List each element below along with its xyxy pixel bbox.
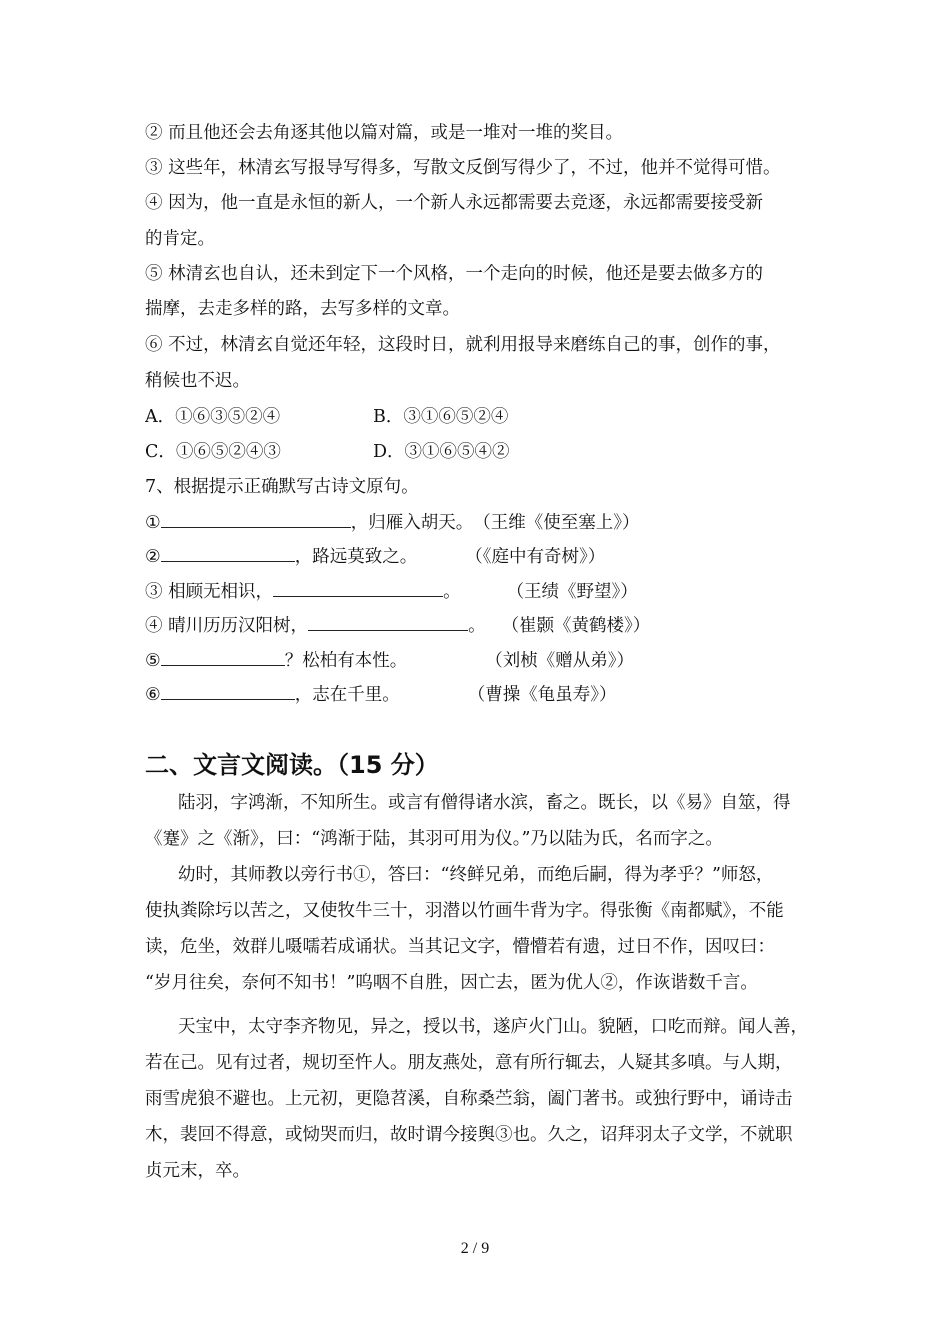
passage-line-8: 若在己。见有过者，规切至忤人。朋友燕处，意有所行辄去，人疑其多嗔。与人期， xyxy=(145,1053,793,1073)
q7-item-1-blank[interactable] xyxy=(161,509,351,528)
q7-item-6-text: ，志在千里。 xyxy=(294,685,400,705)
q6-item-3: ③ 这些年，林清玄写报导写得多，写散文反倒写得少了，不过，他并不觉得可惜。 xyxy=(145,158,781,178)
q7-item-4-blank[interactable] xyxy=(308,612,468,631)
passage-line-3: 幼时，其师教以旁行书①，答曰：“终鲜兄弟，而绝后嗣，得为孝乎？”师怒， xyxy=(178,865,774,885)
q7-item-4 xyxy=(145,612,815,639)
q7-item-1-prefix: ① xyxy=(145,513,161,533)
passage-line-5: 读，危坐，效群儿嗫嚅若成诵状。当其记文字，懵懵若有遗，过日不作，因叹曰： xyxy=(145,937,775,957)
q7-item-2-prefix: ② xyxy=(145,547,161,567)
q6-item-5: ⑤ 林清玄也自认，还未到定下一个风格，一个走向的时候，他还是要去做多方的 xyxy=(145,264,764,284)
q7-item-5 xyxy=(145,647,815,674)
q6-options-row-1 xyxy=(145,404,815,430)
q7-item-1 xyxy=(145,509,815,536)
passage-line-2: 《蹇》之《渐》，曰：“鸿渐于陆，其羽可用为仪。”乃以陆为氏，名而字之。 xyxy=(145,829,723,849)
q7-item-1-source: （王维《使至塞上》） xyxy=(473,513,640,533)
passage-line-6: “岁月往矣，奈何不知书！”呜咽不自胜，因亡去，匿为优人②，作诙谐数千言。 xyxy=(145,973,758,993)
q7-item-3-blank[interactable] xyxy=(273,578,443,597)
passage-line-1: 陆羽，字鸿渐，不知所生。或言有僧得诸水滨，畜之。既长，以《易》自筮，得 xyxy=(178,793,791,813)
q7-item-6 xyxy=(145,681,815,708)
q6-item-5-cont: 揣摩，去走多样的路，去写多样的文章。 xyxy=(145,299,460,319)
option-c[interactable]: C．①⑥⑤②④③ xyxy=(145,442,281,462)
q6-item-6: ⑥ 不过，林清玄自觉还年轻，这段时日，就利用报导来磨练自己的事，创作的事， xyxy=(145,335,781,355)
passage-line-4: 使执粪除圬以苦之，又使牧牛三十，羽潜以竹画牛背为字。得张衡《南都赋》，不能 xyxy=(145,901,784,921)
q7-item-3-source: （王绩《野望》） xyxy=(506,582,638,602)
q7-item-4-text: 。 xyxy=(468,616,486,636)
page-number: 2 / 9 xyxy=(460,1240,490,1257)
q7-item-5-prefix: ⑤ xyxy=(145,651,161,671)
q7-item-3-text: 。 xyxy=(443,582,461,602)
passage-line-9: 雨雪虎狼不避也。上元初，更隐苕溪，自称桑苎翁，阖门著书。或独行野中，诵诗击 xyxy=(145,1089,793,1109)
q7-item-4-source: （崔颢《黄鹤楼》） xyxy=(501,616,651,636)
q6-item-4: ④ 因为，他一直是永恒的新人，一个新人永远都需要去竞逐，永远都需要接受新 xyxy=(145,193,764,213)
passage-line-7: 天宝中，太守李齐物见，异之，授以书，遂庐火门山。貌陋，口吃而辩。闻人善， xyxy=(178,1017,808,1037)
q7-item-2-text: ，路远莫致之。 xyxy=(294,547,418,567)
q6-options-row-2 xyxy=(145,439,815,465)
passage-line-10: 木，裴回不得意，或恸哭而归，故时谓今接舆③也。久之，诏拜羽太子文学，不就职 xyxy=(145,1125,793,1145)
q7-title: 7、根据提示正确默写古诗文原句。 xyxy=(145,477,419,497)
q7-item-2 xyxy=(145,543,815,570)
q7-item-3 xyxy=(145,578,815,605)
q6-item-2: ② 而且他还会去角逐其他以篇对篇，或是一堆对一堆的奖目。 xyxy=(145,123,624,143)
q7-item-5-text: ？松柏有本性。 xyxy=(284,651,408,671)
q6-item-6-cont: 稍候也不迟。 xyxy=(145,371,250,391)
q7-item-2-source: （《庭中有奇树》） xyxy=(465,547,606,567)
option-d[interactable]: D．③①⑥⑤④② xyxy=(373,442,510,462)
q7-item-6-blank[interactable] xyxy=(161,681,295,700)
q7-item-4-prefix: ④ 晴川历历汉阳树， xyxy=(145,616,309,636)
q7-item-1-text: ，归雁入胡天。 xyxy=(350,513,474,533)
q7-item-2-blank[interactable] xyxy=(161,543,295,562)
q7-item-6-prefix: ⑥ xyxy=(145,685,161,705)
option-a[interactable]: A．①⑥③⑤②④ xyxy=(145,407,281,427)
q7-item-3-prefix: ③ 相顾无相识， xyxy=(145,582,274,602)
passage-line-11: 贞元末，卒。 xyxy=(145,1161,250,1181)
q7-item-6-source: （曹操《龟虽寿》） xyxy=(467,685,617,705)
q7-item-5-blank[interactable] xyxy=(161,647,285,666)
option-b[interactable]: B．③①⑥⑤②④ xyxy=(373,407,509,427)
section-heading: 二、文言文阅读。（15 分） xyxy=(145,751,439,779)
q7-item-5-source: （刘桢《赠从弟》） xyxy=(485,651,634,671)
q6-item-4-cont: 的肯定。 xyxy=(145,229,215,249)
